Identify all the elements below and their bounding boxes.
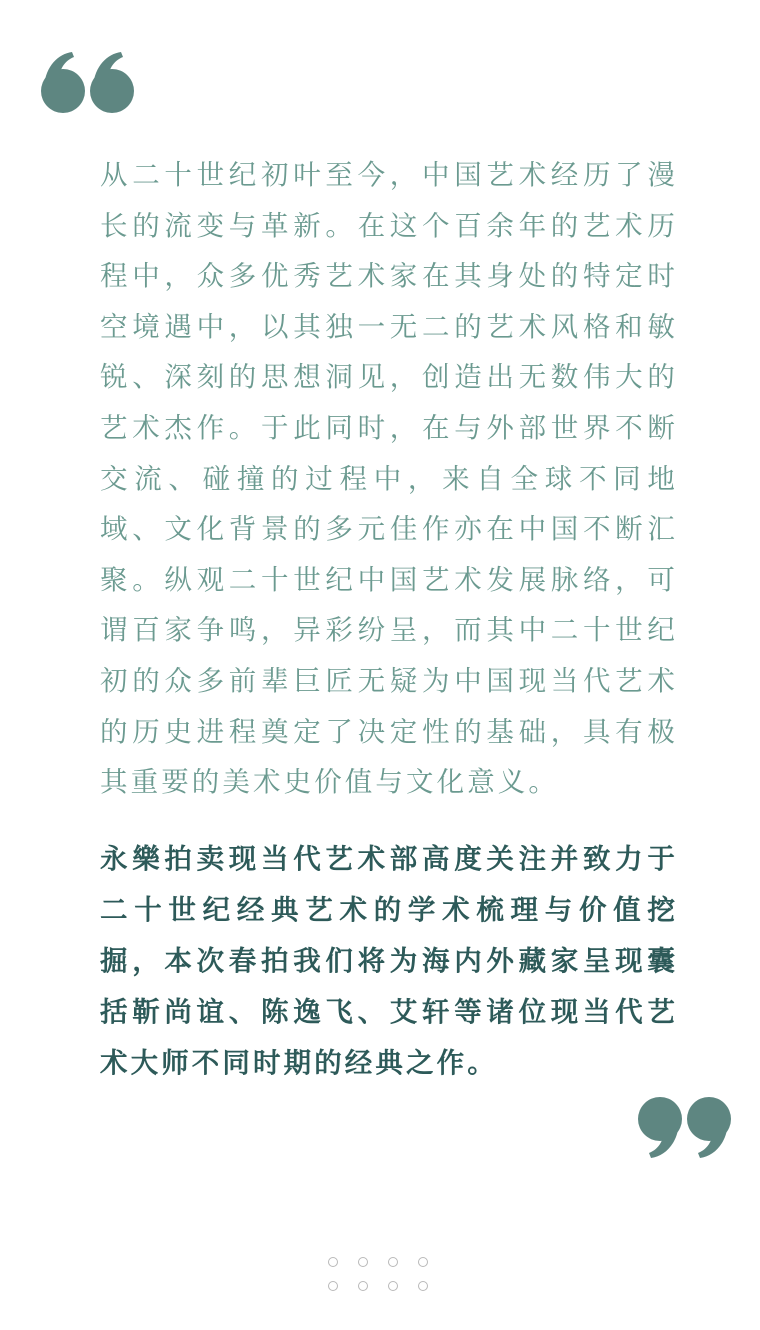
pager-dot-icon[interactable]: [388, 1281, 398, 1291]
pager-dot-icon[interactable]: [358, 1281, 368, 1291]
open-quote-icon: [40, 48, 136, 114]
page-indicator: [328, 1257, 438, 1291]
article-paragraph-1: 从二十世纪初叶至今，中国艺术经历了漫长的流变与革新。在这个百余年的艺术历程中，众多优秀艺术家在其身处的特定时空境遇中，以其独一无二的艺术风格和敏锐、深刻的思想洞见，创造出无数伟大的艺术杰作。于此同时，在与外部世界不断交流、碰撞的过程中，来自全球不同地域、文化背景的多元佳作亦在中国不断汇聚。纵观二十世纪中国艺术发展脉络，可谓百家争鸣，异彩纷呈，而其中二十世纪初的众多前辈巨匠无疑为中国现当代艺术的历史进程奠定了决定性的基础，具有极其重要的美术史价值与文化意义。: [100, 159, 678, 799]
pager-dot-icon[interactable]: [418, 1281, 428, 1291]
close-quote-icon: [636, 1096, 732, 1162]
article-paragraph-2-highlight: 永樂拍卖现当代艺术部高度关注并致力于二十世纪经典艺术的学术梳理与价值挖掘，本次春拍我们将为海内外藏家呈现囊括靳尚谊、陈逸飞、艾轩等诸位现当代艺术大师不同时期的经典之作。: [100, 843, 678, 1079]
pager-dot-icon[interactable]: [358, 1257, 368, 1267]
pager-dot-icon[interactable]: [328, 1281, 338, 1291]
pager-dot-icon[interactable]: [388, 1257, 398, 1267]
pager-dot-icon[interactable]: [418, 1257, 428, 1267]
pager-dot-icon[interactable]: [328, 1257, 338, 1267]
